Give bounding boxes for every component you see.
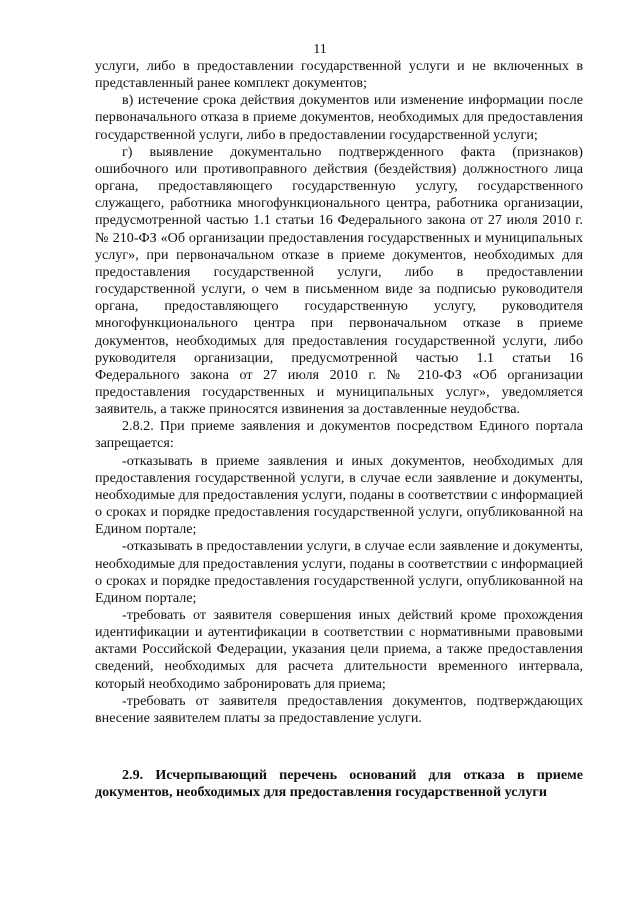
page-number: 11 — [313, 42, 327, 57]
document-body — [95, 58, 583, 801]
list-item-prohibition-3: -требовать от заявителя совершения иных действий кроме прохождения идентификации и аутентификации в соответствии с нормативными правовыми актами Российской Федерации, указания цели приема, а также предоставления сведений, необходимых для расчета длительности временного интервала, который необходимо забронировать для приема; — [95, 607, 583, 692]
list-item-prohibition-2: -отказывать в предоставлении услуги, в случае если заявление и документы, необходимые для предоставления услуги, поданы в соответствии с информацией о сроках и порядке предоставления государственной услуги, опубликованной на Едином портале; — [95, 538, 583, 606]
section-heading: 2.9. Исчерпывающий перечень оснований для отказа в приеме документов, необходимых для предоставления государственной услуги — [95, 767, 583, 801]
paragraph-item-g: г) выявление документально подтвержденного факта (признаков) ошибочного или противоправного действия (бездействия) должностного лица органа, предоставляющего государственную услугу, государственного служащего, работника многофункционального центра, работника организации, предусмотренной частью 1.1 статьи 16 Федерального закона от 27 июля 2010 г. № 210-ФЗ «Об организации предоставления государственных и муниципальных услуг», при первоначальном отказе в приеме документов, необходимых для предоставления государственной услуги, либо в предоставлении государственной услуги, о чем в письменном виде за подписью руководителя органа, предоставляющего государственную услугу, руководителя многофункционального центра при первоначальном отказе в приеме документов, необходимых для предоставления государственной услуги, либо руководителя организации, предусмотренной частью 1.1 статьи 16 Федерального закона от 27 июля 2010 г. № 210-ФЗ «Об организации предоставления государственных и муниципальных услуг», уведомляется заявитель, а также приносятся извинения за доставленные неудобства. — [95, 143, 583, 418]
paragraph-continuation: услуги, либо в предоставлении государственной услуги и не включенных в представленный ранее комплект документов; — [95, 58, 583, 92]
paragraph-item-v: в) истечение срока действия документов или изменение информации после первоначального отказа в приеме документов, необходимых для предоставления государственной услуги, либо в предоставлении государственной услуги; — [95, 92, 583, 143]
list-item-prohibition-1: -отказывать в приеме заявления и иных документов, необходимых для предоставления государственной услуги, в случае если заявление и документы, необходимые для предоставления услуги, поданы в соответствии с информацией о сроках и порядке предоставления государственной услуги, опубликованной на Едином портале; — [95, 452, 583, 538]
list-item-prohibition-4: -требовать от заявителя предоставления документов, подтверждающих внесение заявителем платы за предоставление услуги. — [95, 692, 583, 726]
paragraph-2-8-2: 2.8.2. При приеме заявления и документов посредством Единого портала запрещается: — [95, 418, 583, 452]
